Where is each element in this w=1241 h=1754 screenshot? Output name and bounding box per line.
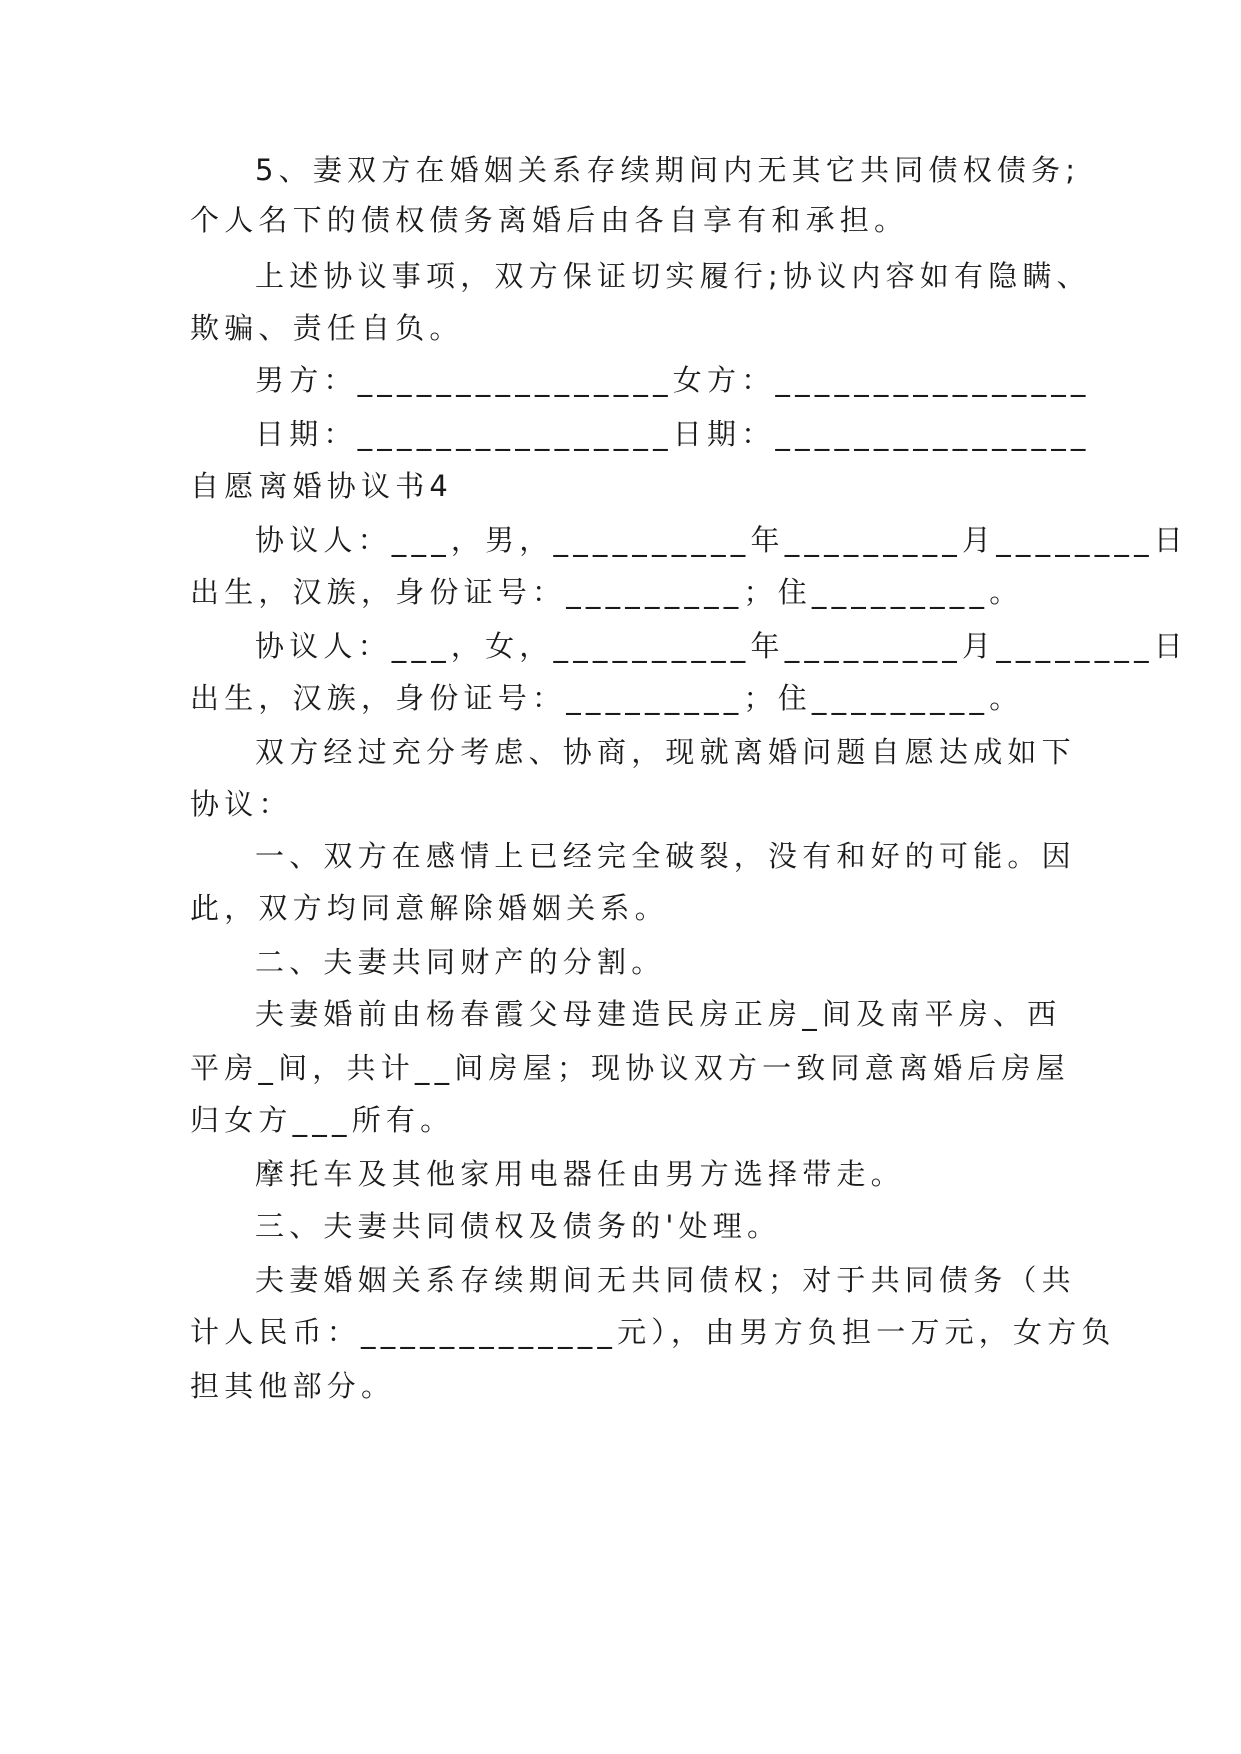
party-female-line-1: 协议人：___，女，__________年_________月________日 xyxy=(255,629,1189,663)
commitment-line-1: 上述协议事项，双方保证切实履行;协议内容如有隐瞒、 xyxy=(255,259,1091,293)
party-male-line-2: 出生，汉族，身份证号：_________；住_________。 xyxy=(190,575,1024,609)
party-female-line-2: 出生，汉族，身份证号：_________；住_________。 xyxy=(190,681,1024,715)
clause-3-heading: 三、夫妻共同债权及债务的'处理。 xyxy=(255,1209,782,1243)
debt-line-2: 计人民币：_____________元），由男方负担一万元，女方负 xyxy=(190,1315,1116,1349)
clause-5-line-1: 5、妻双方在婚姻关系存续期间内无其它共同债权债务; xyxy=(255,153,1081,187)
signature-line: 男方：________________女方：________________ xyxy=(255,363,1091,397)
clause-1-line-2: 此，双方均同意解除婚姻关系。 xyxy=(190,891,669,925)
debt-line-3: 担其他部分。 xyxy=(190,1369,396,1403)
clause-2-heading: 二、夫妻共同财产的分割。 xyxy=(255,945,666,979)
date-line: 日期：________________日期：________________ xyxy=(255,417,1091,451)
clause-5-line-2: 个人名下的债权债务离婚后由各自享有和承担。 xyxy=(190,203,909,237)
debt-line-1: 夫妻婚姻关系存续期间无共同债权；对于共同债务（共 xyxy=(255,1263,1076,1297)
preamble-line-1: 双方经过充分考虑、协商，现就离婚问题自愿达成如下 xyxy=(255,735,1076,769)
commitment-line-2: 欺骗、责任自负。 xyxy=(190,311,464,345)
clause-1-line-1: 一、双方在感情上已经完全破裂，没有和好的可能。因 xyxy=(255,839,1076,873)
appliances-line: 摩托车及其他家用电器任由男方选择带走。 xyxy=(255,1157,905,1191)
preamble-line-2: 协议： xyxy=(190,787,293,821)
property-line-2: 平房_间，共计__间房屋；现协议双方一致同意离婚后房屋 xyxy=(190,1051,1070,1085)
property-line-1: 夫妻婚前由杨春霞父母建造民房正房_间及南平房、西 xyxy=(255,997,1062,1031)
section-title: 自愿离婚协议书4 xyxy=(190,469,454,503)
party-male-line-1: 协议人：___，男，__________年_________月________日 xyxy=(255,523,1189,557)
property-line-3: 归女方___所有。 xyxy=(190,1103,455,1137)
